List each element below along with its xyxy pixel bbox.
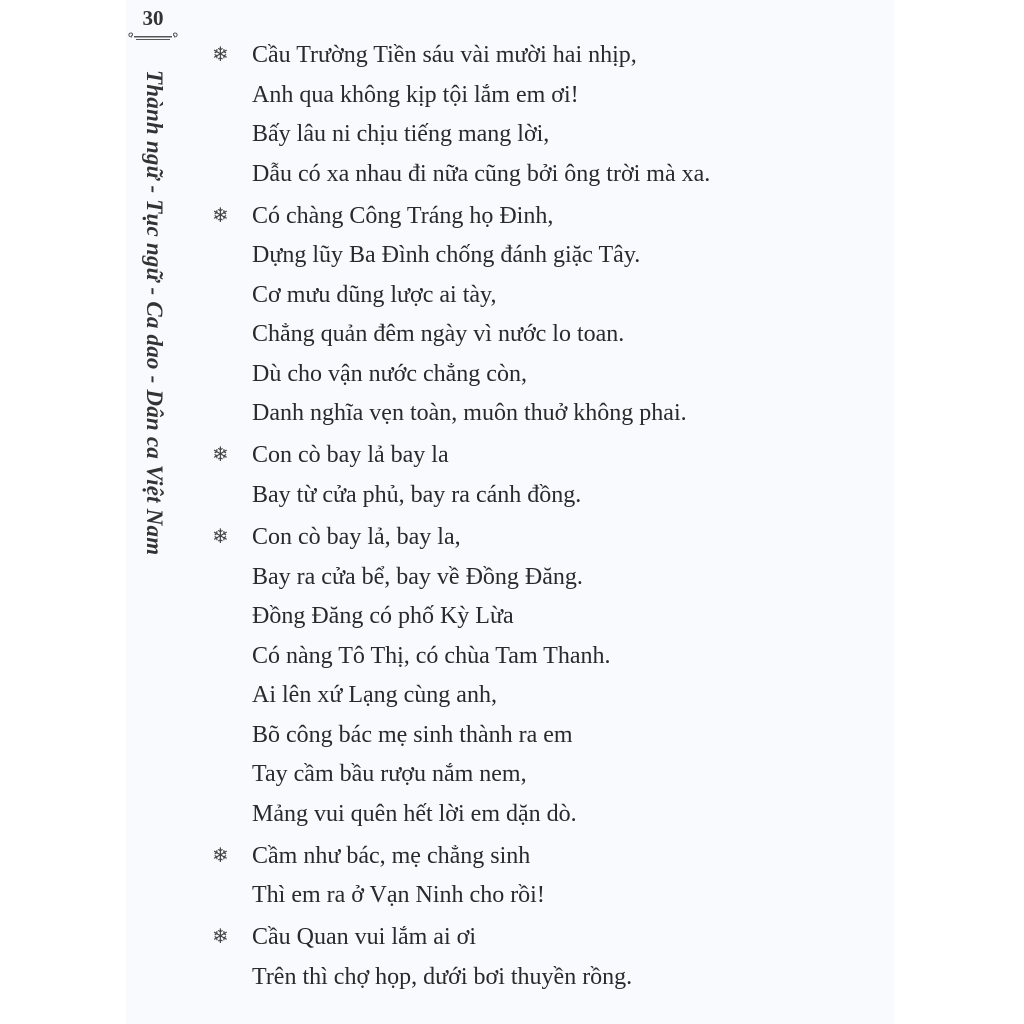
stanza [208, 918, 868, 997]
verse-line [208, 115, 868, 155]
verse-line [208, 155, 868, 195]
verse-text: Con cò bay lả, bay la, [252, 524, 461, 551]
verse-line [208, 36, 868, 76]
verse-text: Chẳng quản đêm ngày vì nước lo toan. [252, 321, 625, 348]
snowflake-bullet-icon: ❄ [212, 526, 229, 549]
verse-text: Tay cầm bầu rượu nắm nem, [252, 761, 527, 788]
stanza [208, 518, 868, 834]
snowflake-bullet-icon: ❄ [212, 444, 229, 467]
verse-line [208, 394, 868, 434]
verse-line [208, 676, 868, 716]
stanza [208, 837, 868, 916]
verse-text: Có nàng Tô Thị, có chùa Tam Thanh. [252, 642, 611, 669]
running-title: Thành ngữ - Tục ngữ - Ca dao - Dân ca Việt Nam [142, 70, 167, 556]
verse-text: Dẫu có xa nhau đi nữa cũng bởi ông trời mà xa. [252, 160, 711, 187]
verse-text: Anh qua không kịp tội lắm em ơi! [252, 81, 579, 108]
snowflake-bullet-icon: ❄ [212, 926, 229, 949]
verse-line [208, 315, 868, 355]
stanza [208, 197, 868, 434]
verse-text: Có chàng Công Tráng họ Đinh, [252, 202, 554, 229]
verse-line [208, 355, 868, 395]
verse-line [208, 197, 868, 237]
verse-text: Con cò bay lả bay la [252, 442, 449, 469]
verse-text: Cầu Trường Tiền sáu vài mười hai nhịp, [252, 42, 637, 68]
verse-line [208, 236, 868, 276]
verse-line [208, 795, 868, 835]
page-number: 30 [142, 6, 164, 30]
poem-list [208, 36, 868, 1000]
verse-text: Bấy lâu ni chịu tiếng mang lời, [252, 121, 550, 147]
ornament-divider-icon [126, 32, 180, 42]
verse-line [208, 597, 868, 637]
verse-text: Đồng Đăng có phố Kỳ Lừa [252, 603, 514, 630]
verse-line [208, 637, 868, 677]
verse-text: Dù cho vận nước chẳng còn, [252, 360, 527, 387]
verse-line [208, 958, 868, 998]
verse-line [208, 436, 868, 476]
verse-text: Cầm như bác, mẹ chẳng sinh [252, 842, 531, 869]
verse-text: Mảng vui quên hết lời em dặn dò. [252, 800, 577, 827]
verse-text: Thì em ra ở Vạn Ninh cho rồi! [252, 882, 545, 909]
verse-line [208, 876, 868, 916]
snowflake-bullet-icon: ❄ [212, 844, 229, 867]
verse-line [208, 716, 868, 756]
verse-line [208, 918, 868, 958]
verse-line [208, 837, 868, 877]
verse-text: Bay ra cửa bể, bay về Đồng Đăng. [252, 563, 583, 590]
verse-line [208, 276, 868, 316]
verse-line [208, 476, 868, 516]
verse-line [208, 518, 868, 558]
verse-text: Ai lên xứ Lạng cùng anh, [252, 682, 497, 709]
verse-text: Bõ công bác mẹ sinh thành ra em [252, 721, 573, 748]
verse-text: Cơ mưu dũng lược ai tày, [252, 281, 497, 308]
snowflake-bullet-icon: ❄ [212, 44, 229, 66]
stanza [208, 436, 868, 515]
verse-text: Cầu Quan vui lắm ai ơi [252, 924, 476, 951]
verse-text: Danh nghĩa vẹn toàn, muôn thuở không phai. [252, 400, 687, 427]
verse-text: Trên thì chợ họp, dưới bơi thuyền rồng. [252, 963, 633, 990]
verse-line [208, 755, 868, 795]
verse-line [208, 558, 868, 598]
verse-line [208, 76, 868, 116]
stanza [208, 36, 868, 194]
verse-text: Bay từ cửa phủ, bay ra cánh đồng. [252, 481, 582, 508]
snowflake-bullet-icon: ❄ [212, 204, 229, 227]
verse-text: Dựng lũy Ba Đình chống đánh giặc Tây. [252, 242, 641, 269]
